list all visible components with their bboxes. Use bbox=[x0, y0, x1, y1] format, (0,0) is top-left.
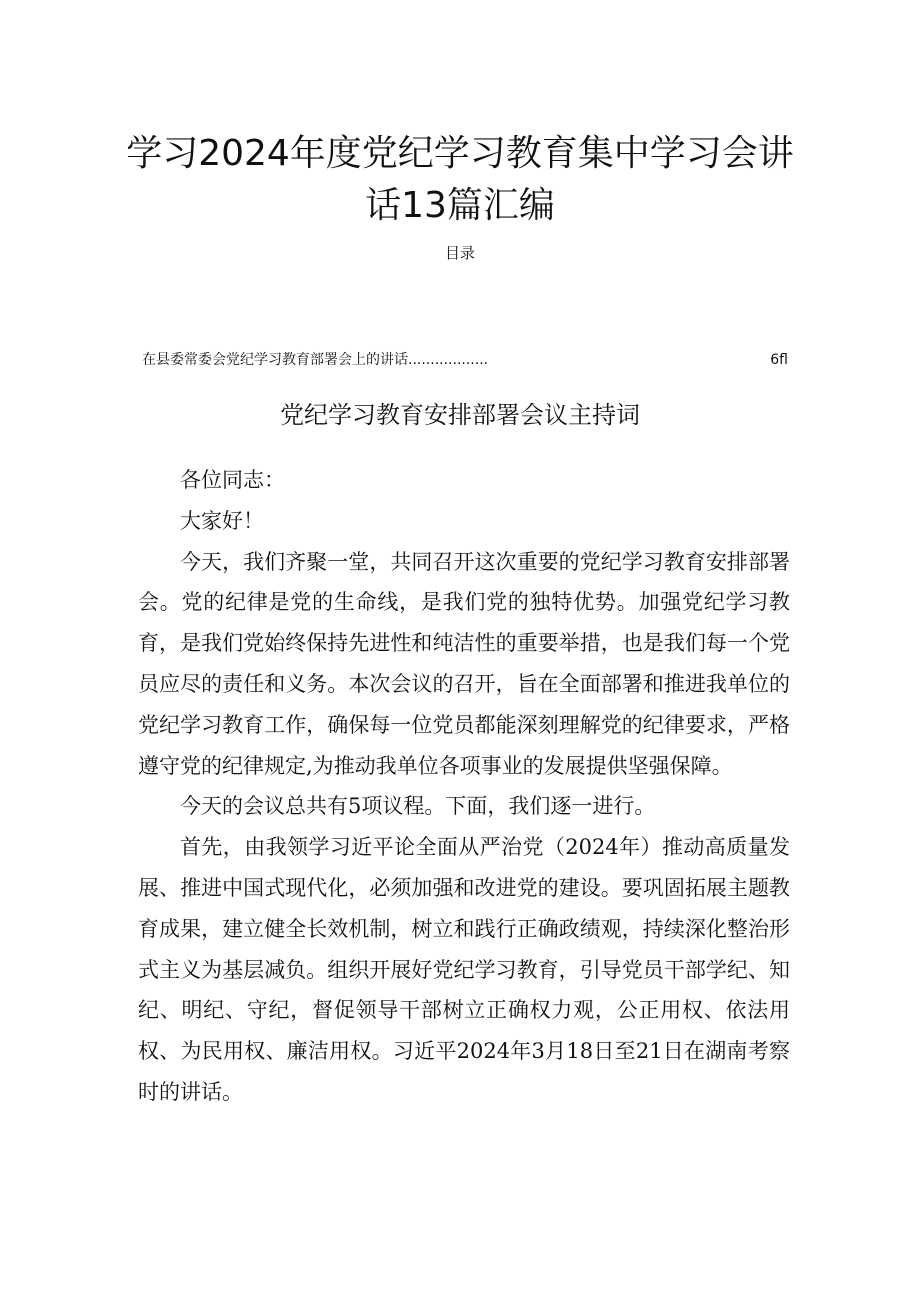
body-text bbox=[138, 460, 790, 1113]
document-title-line-1: 学习2024年度党纪学习教育集中学习会讲 bbox=[126, 133, 794, 175]
document-title-line-2: 话13篇汇编 bbox=[365, 185, 555, 227]
paragraph-salutation: 各位同志： bbox=[180, 468, 285, 492]
paragraph-agenda: 今天的会议总共有5项议程。下面，我们逐一进行。 bbox=[180, 794, 656, 819]
paragraph-greeting: 大家好！ bbox=[180, 508, 264, 533]
toc-entry-page: 6fl bbox=[770, 352, 788, 368]
toc-entry-text: 在县委常委会党纪学习教育部署会上的讲话.................. bbox=[142, 352, 489, 368]
toc-entry[interactable] bbox=[142, 350, 788, 370]
paragraph-opening: 今天，我们齐聚一堂，共同召开这次重要的党纪学习教育安排部署会。党的纪律是党的生命线，是我们党的独特优势。加强党纪学习教育，是我们党始终保持先进性和纯洁性的重要举措，也是我们每一个党员应尽的责任和义务。本次会议的召开，旨在全面部署和推进我单位的党纪学习教育工作，确保每一位党员都能深刻理解党的纪律要求，严格遵守党的纪律规定,为推动我单位各项事业的发展提供坚强保障。 bbox=[138, 549, 790, 778]
toc-heading: 目录 bbox=[444, 244, 475, 262]
paragraph-first-item: 首先，由我领学习近平论全面从严治党（2024年）推动高质量发展、推进中国式现代化，必须加强和改进党的建设。要巩固拓展主题教育成果，建立健全长效机制，树立和践行正确政绩观，持续深化整治形式主义为基层减负。组织开展好党纪学习教育，引导党员干部学纪、知纪、明纪、守纪，督促领导干部树立正确权力观，公正用权、依法用权、为民用权、廉洁用权。习近平2024年3月18日至21日在湖南考察时的讲话。 bbox=[138, 835, 790, 1104]
section-title: 党纪学习教育安排部署会议主持词 bbox=[280, 400, 640, 429]
document-title bbox=[120, 128, 800, 232]
